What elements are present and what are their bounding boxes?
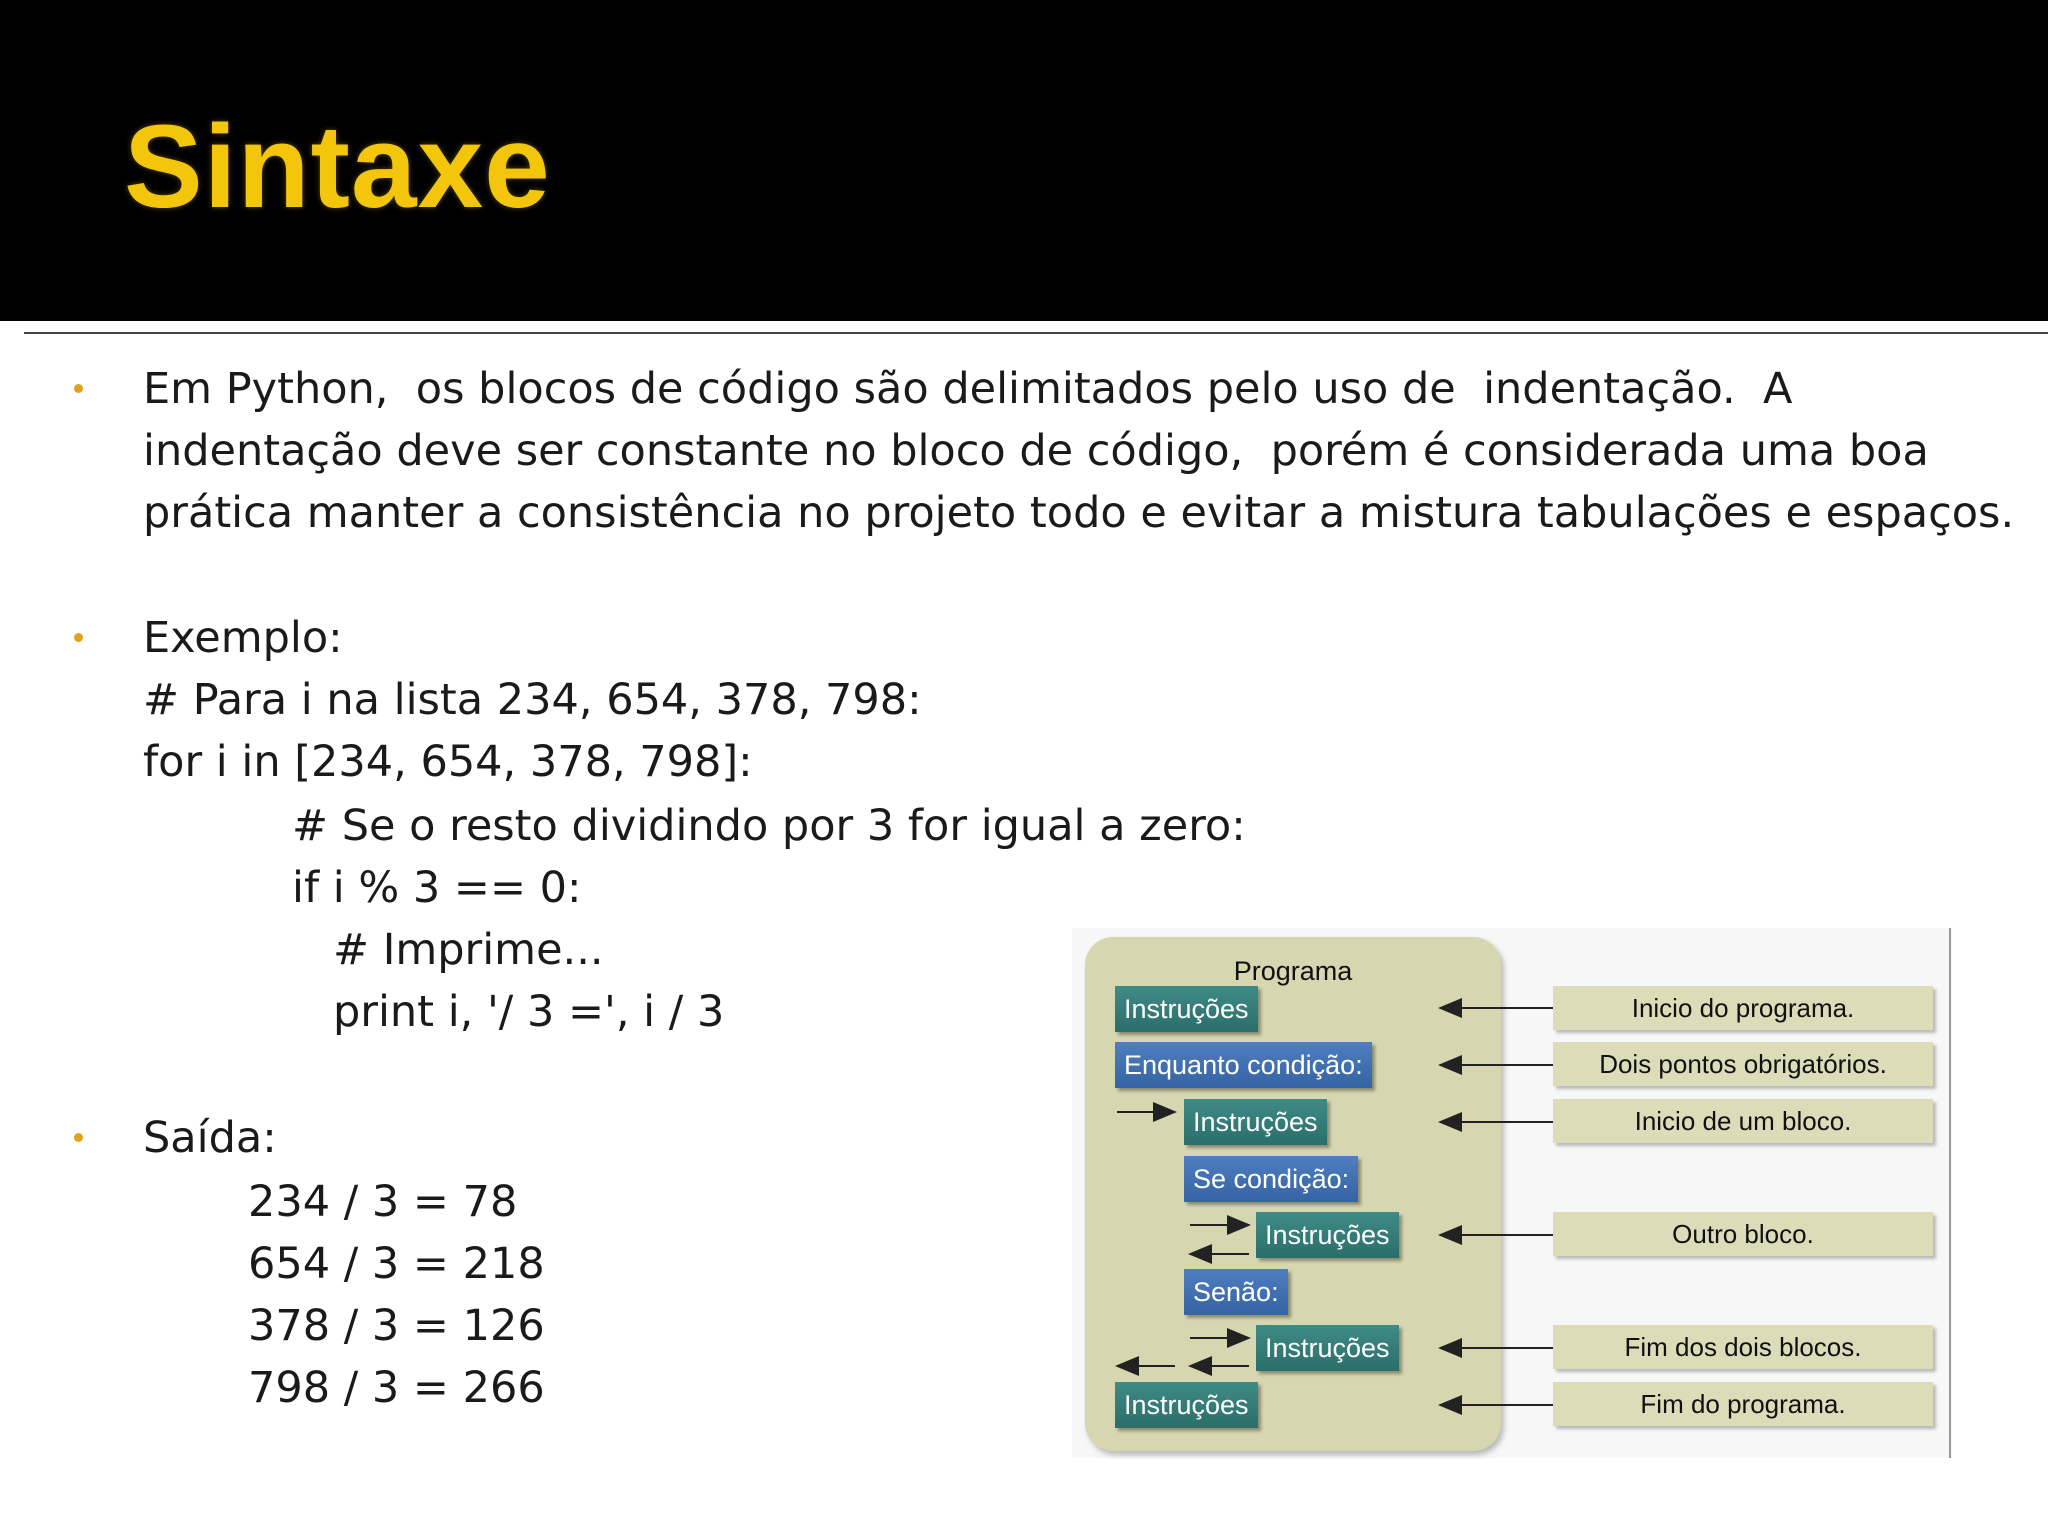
label-end-of-blocks: Fim dos dois blocos. (1553, 1325, 1933, 1369)
divider-line (24, 332, 2048, 334)
code-line-2: for i in [234, 654, 378, 798]: (143, 737, 753, 787)
block-instructions: Instruções (1184, 1099, 1327, 1145)
block-instructions: Instruções (1256, 1325, 1399, 1371)
diagram-arrows (1072, 928, 1952, 1458)
output-line-4: 798 / 3 = 266 (248, 1363, 545, 1413)
block-while-condition: Enquanto condição: (1115, 1042, 1372, 1088)
block-if-condition: Se condição: (1184, 1156, 1358, 1202)
program-title: Programa (1233, 956, 1353, 986)
bullet-marker (74, 384, 83, 393)
block-instructions: Instruções (1256, 1212, 1399, 1258)
intro-line-1: Em Python, os blocos de código são delimitados pelo uso de indentação. A (143, 364, 1793, 414)
block-instructions: Instruções (1115, 986, 1258, 1032)
bullet-marker (74, 1133, 83, 1142)
label-block-start: Inicio de um bloco. (1553, 1099, 1933, 1143)
intro-line-2: indentação deve ser constante no bloco de código, porém é considerada uma boa (143, 426, 1929, 476)
label-program-start: Inicio do programa. (1553, 986, 1933, 1030)
code-line-6: print i, '/ 3 =', i / 3 (333, 987, 725, 1037)
output-line-3: 378 / 3 = 126 (248, 1301, 545, 1351)
label-colon-required: Dois pontos obrigatórios. (1553, 1042, 1933, 1086)
block-else: Senão: (1184, 1269, 1288, 1315)
label-program-end: Fim do programa. (1553, 1382, 1933, 1426)
block-instructions: Instruções (1115, 1382, 1258, 1428)
code-line-3: # Se o resto dividindo por 3 for igual a zero: (292, 801, 1246, 851)
title-bar (0, 0, 2048, 321)
code-line-5: # Imprime... (333, 925, 604, 975)
bullet-marker (74, 633, 83, 642)
label-another-block: Outro bloco. (1553, 1212, 1933, 1256)
output-heading: Saída: (143, 1113, 277, 1163)
block-structure-diagram (1072, 928, 1952, 1458)
example-heading: Exemplo: (143, 613, 343, 663)
slide-title: Sintaxe (124, 101, 551, 233)
code-line-1: # Para i na lista 234, 654, 378, 798: (143, 675, 922, 725)
intro-line-3: prática manter a consistência no projeto todo e evitar a mistura tabulações e espaços. (143, 488, 2015, 538)
output-line-1: 234 / 3 = 78 (248, 1177, 518, 1227)
code-line-4: if i % 3 == 0: (292, 863, 582, 913)
output-line-2: 654 / 3 = 218 (248, 1239, 545, 1289)
